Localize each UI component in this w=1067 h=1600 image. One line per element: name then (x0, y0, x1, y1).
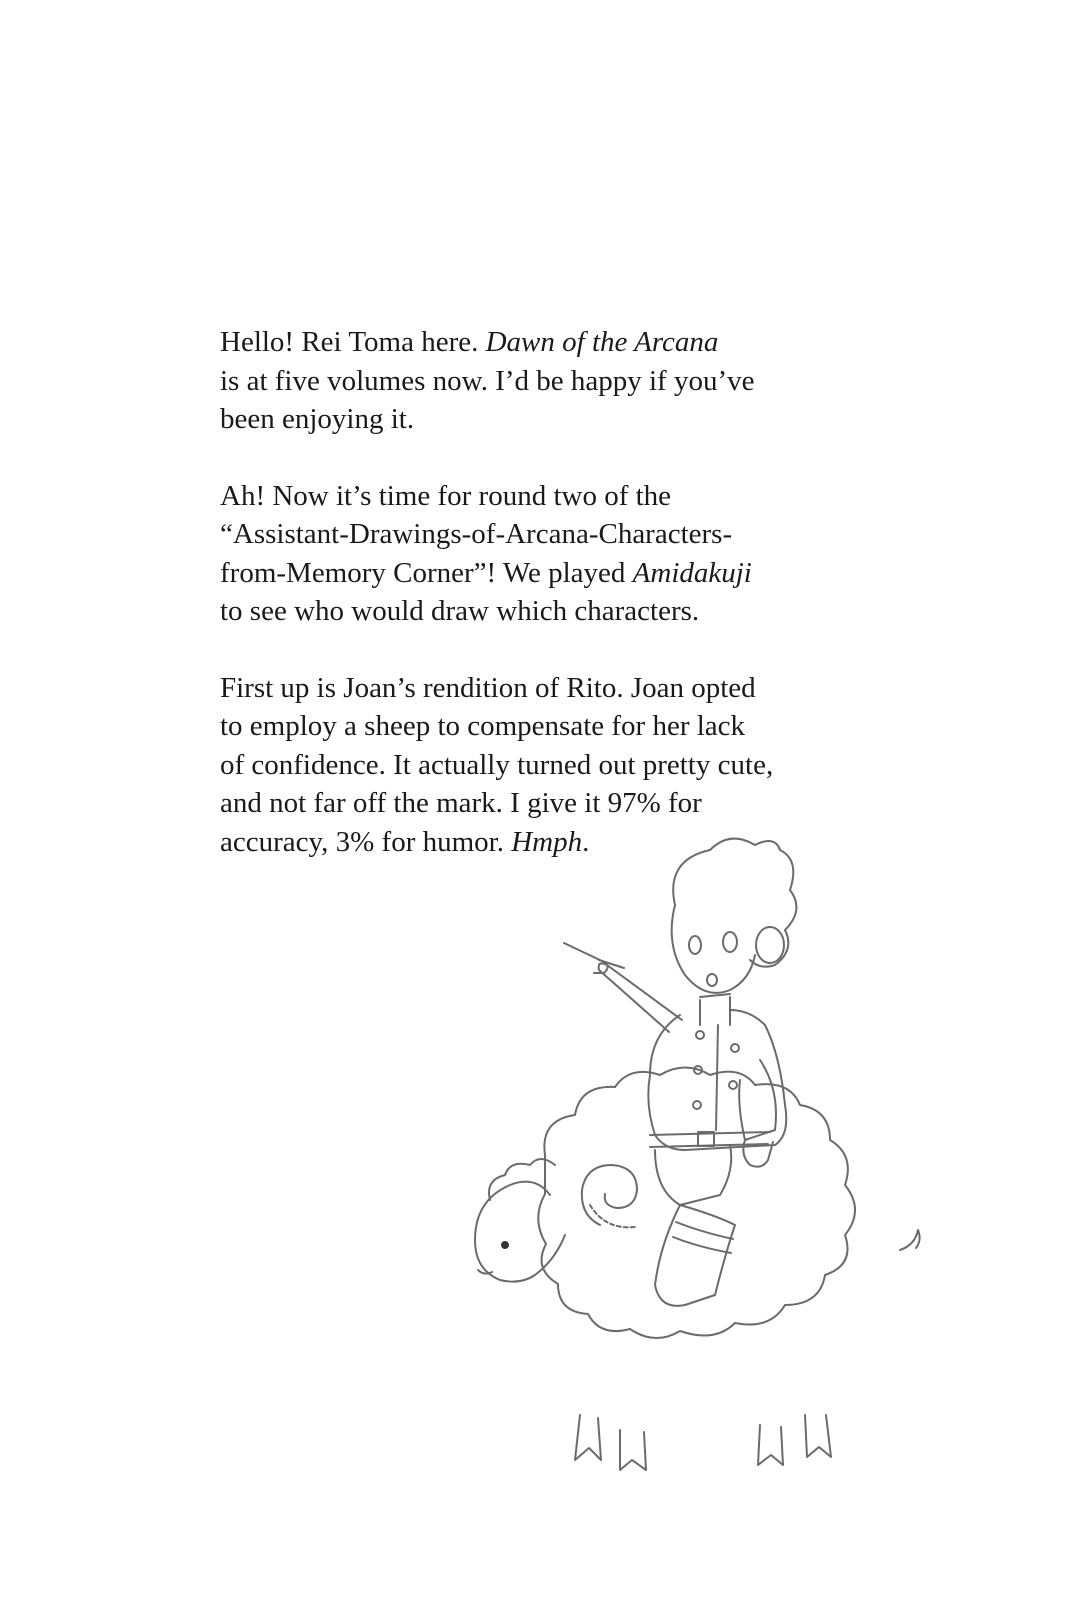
series-title: Dawn of the Arcana (485, 326, 719, 358)
child-eye-left-icon (689, 936, 701, 954)
child-ear (756, 927, 784, 963)
author-note-text (220, 323, 860, 899)
sheep-leg-front-left (575, 1415, 601, 1460)
child-belt (650, 1132, 770, 1147)
child-boot (655, 1205, 735, 1306)
text-line: Hello! Rei Toma here. Dawn of the Arcana (220, 326, 719, 358)
paragraph-2 (220, 477, 860, 631)
amidakuji-term: Amidakuji (632, 556, 752, 589)
sheep-leg-back-right (805, 1415, 831, 1457)
child-face (672, 905, 755, 993)
child-mouth (707, 974, 717, 986)
text-line: to see who would draw which characters. (220, 595, 700, 627)
sheep-leg-back-left (758, 1425, 783, 1465)
sheep-eye-icon (501, 1241, 509, 1249)
text-line: accuracy, 3% for humor. Hmph. (220, 825, 590, 858)
jacket-button-icon (729, 1081, 737, 1089)
child-collar (700, 994, 730, 1025)
text-line: “Assistant-Drawings-of-Arcana-Characters- (220, 518, 733, 550)
jacket-button-icon (693, 1101, 701, 1109)
hmph-word: Hmph (511, 825, 583, 858)
jacket-button-icon (731, 1044, 739, 1052)
sheep-leg-front-right (620, 1430, 646, 1470)
sheep-horn (582, 1165, 637, 1225)
text-line: and not far off the mark. I give it 97% for (220, 787, 702, 819)
child-leg (655, 1145, 731, 1205)
text-line: to employ a sheep to compensate for her lack (220, 710, 746, 742)
text-line: First up is Joan’s rendition of Rito. Joan opted (220, 671, 756, 704)
child-eye-right-icon (723, 932, 737, 952)
rito-on-sheep-illustration (450, 830, 950, 1490)
jacket-button-icon (696, 1031, 704, 1039)
jacket-placket (716, 1025, 718, 1130)
sheep-tail (900, 1230, 920, 1250)
child-sleeve (739, 1060, 776, 1140)
boot-cuff (673, 1222, 733, 1253)
text-line: Ah! Now it’s time for round two of the (220, 479, 672, 512)
text-line: from-Memory Corner”! We played Amidakuji (220, 556, 752, 589)
text-line: been enjoying it. (220, 403, 415, 435)
text-line: of confidence. It actually turned out pretty cute, (220, 748, 774, 781)
paragraph-1 (220, 323, 860, 439)
child-pointing-arm (564, 943, 682, 1032)
text-line: is at five volumes now. I’d be happy if you’ve (220, 364, 755, 397)
